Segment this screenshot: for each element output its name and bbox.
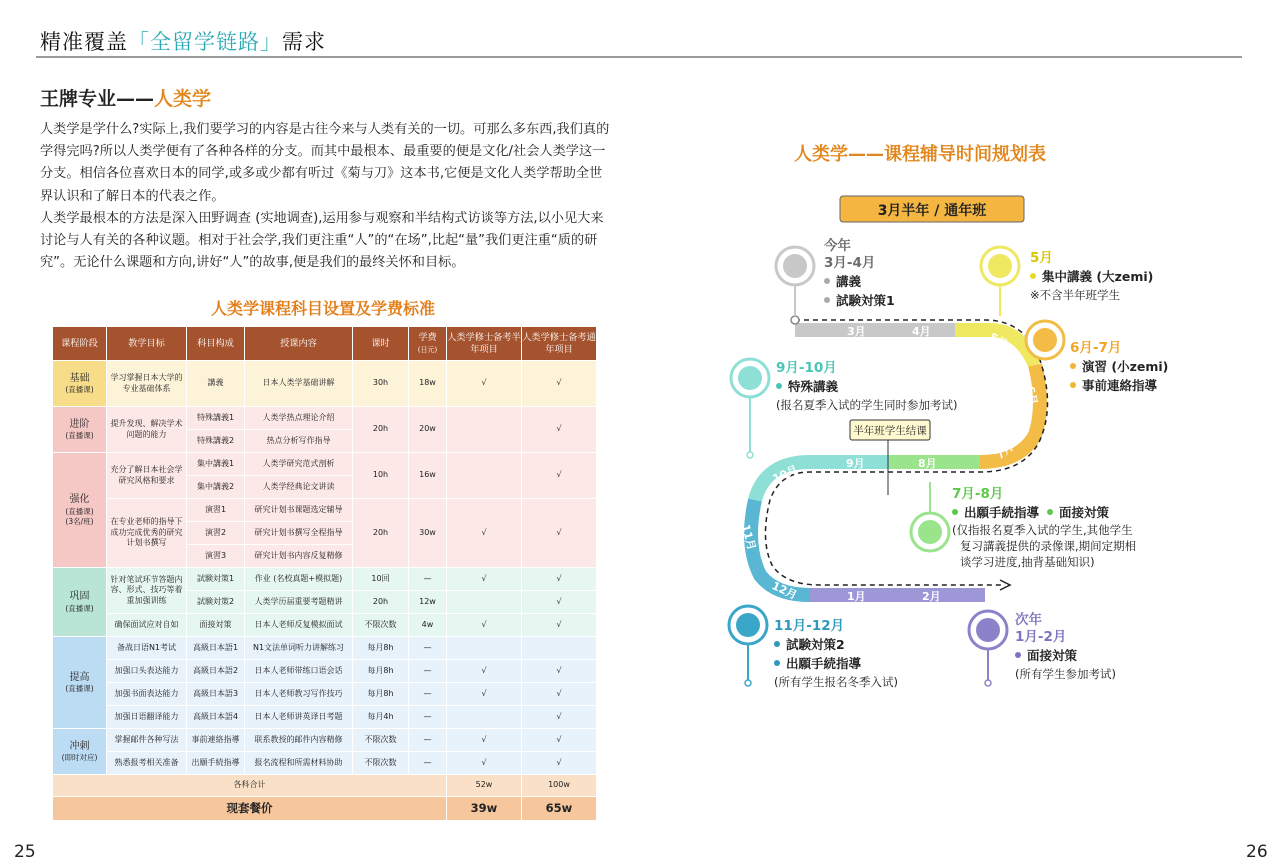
section-title: 王牌专业——人类学 xyxy=(40,88,212,110)
hours-cell: 不限次数 xyxy=(353,729,409,752)
milestone-sep-oct: 9月-10月 特殊講義 (报名夏季入试的学生同时参加考试) xyxy=(776,360,958,412)
page-number-left: 25 xyxy=(14,842,36,862)
pin-teal xyxy=(731,359,769,458)
table-row xyxy=(53,499,597,522)
sum-label: 各科合计 xyxy=(53,775,447,797)
goal-cell: 加强书面表达能力 xyxy=(107,683,187,706)
subject-cell: 高級日本語3 xyxy=(187,683,245,706)
subject-cell: 高級日本語2 xyxy=(187,660,245,683)
half-cell: √ xyxy=(447,729,522,752)
goal-cell: 提升发现、解决学术问题的能力 xyxy=(107,407,187,453)
full-cell: √ xyxy=(522,614,597,637)
pin-grey xyxy=(776,247,814,316)
month-dec: 12月 xyxy=(769,579,800,603)
stage-cell: 提高 (直播课) xyxy=(53,637,107,729)
timeline-start xyxy=(791,316,799,324)
hours-cell: 每月4h xyxy=(353,706,409,729)
table-row xyxy=(53,361,597,407)
header-hours: 课时 xyxy=(353,327,409,361)
hours-cell: 每月8h xyxy=(353,683,409,706)
header-goal: 教学目标 xyxy=(107,327,187,361)
table-header-row xyxy=(53,327,597,361)
full-cell: √ xyxy=(522,499,597,568)
month-apr: 4月 xyxy=(912,325,931,338)
goal-cell: 备战日语N1考试 xyxy=(107,637,187,660)
package-row xyxy=(53,797,597,821)
month-nov: 11月 xyxy=(738,522,759,552)
subject-cell: 講義 xyxy=(187,361,245,407)
content-cell: 人类学热点理论介绍 xyxy=(245,407,353,430)
month-jan: 1月 xyxy=(847,590,866,603)
goal-cell: 加强日语翻译能力 xyxy=(107,706,187,729)
table-row xyxy=(53,660,597,683)
stage-cell: 巩固 (直播课) xyxy=(53,568,107,637)
stage-cell: 进阶 (直播课) xyxy=(53,407,107,453)
fee-cell: 18w xyxy=(409,361,447,407)
fee-cell: — xyxy=(409,568,447,591)
hours-cell: 每月8h xyxy=(353,637,409,660)
content-cell: 人类学经典论文讲读 xyxy=(245,476,353,499)
goal-cell: 加强口头表达能力 xyxy=(107,660,187,683)
half-cell xyxy=(447,453,522,499)
milestone-may: 5月 集中講義 (大zemi) ※不含半年班学生 xyxy=(1030,250,1154,302)
subject-cell: 出願手続指導 xyxy=(187,752,245,775)
header-title: 精准覆盖「全留学链路」需求 xyxy=(40,30,326,54)
full-cell: √ xyxy=(522,706,597,729)
content-cell: 研究计划书课题选定辅导 xyxy=(245,499,353,522)
header-subject: 科目构成 xyxy=(187,327,245,361)
content-cell: 日本人老师讲英译日考题 xyxy=(245,706,353,729)
header-half: 人类学修士备考半年项目 xyxy=(447,327,522,361)
content-cell: 人类学历届重要考题精讲 xyxy=(245,591,353,614)
half-cell: √ xyxy=(447,683,522,706)
half-cell: √ xyxy=(447,614,522,637)
subject-cell: 集中講義2 xyxy=(187,476,245,499)
subject-cell: 演習2 xyxy=(187,522,245,545)
content-cell: 热点分析写作指导 xyxy=(245,430,353,453)
course-table xyxy=(52,326,597,821)
table-row xyxy=(53,407,597,430)
content-cell: 日本人老师教习写作技巧 xyxy=(245,683,353,706)
fee-cell: 16w xyxy=(409,453,447,499)
subject-cell: 特殊講義2 xyxy=(187,430,245,453)
half-cell: √ xyxy=(447,568,522,591)
hours-cell: 不限次数 xyxy=(353,752,409,775)
fee-cell: — xyxy=(409,706,447,729)
fee-cell: — xyxy=(409,729,447,752)
goal-cell: 针对笔试环节答题内容、形式、技巧等着重加强训练 xyxy=(107,568,187,614)
pin-green xyxy=(911,482,949,551)
package-half: 39w xyxy=(447,797,522,821)
full-cell: √ xyxy=(522,683,597,706)
stage-cell: 冲刺 (即时对应) xyxy=(53,729,107,775)
table-row xyxy=(53,568,597,591)
goal-cell: 在专业老师的指导下成功完成优秀的研究计划书撰写 xyxy=(107,499,187,568)
full-cell: √ xyxy=(522,752,597,775)
full-cell: √ xyxy=(522,591,597,614)
table-title: 人类学课程科目设置及学费标准 xyxy=(210,299,435,318)
intro-text xyxy=(40,119,612,274)
fee-cell: 4w xyxy=(409,614,447,637)
subject-cell: 演習3 xyxy=(187,545,245,568)
timeline-title: 人类学——课程辅导时间规划表 xyxy=(794,144,1046,165)
fee-cell: — xyxy=(409,637,447,660)
content-cell: 研究计划书撰写全程指导 xyxy=(245,522,353,545)
stage-cell: 强化 (直播课) (3名/班) xyxy=(53,453,107,568)
sum-full: 100w xyxy=(522,775,597,797)
subject-cell: 高級日本語1 xyxy=(187,637,245,660)
intro-paragraph-1: 人类学是学什么?实际上,我们要学习的内容是古往今来与人类有关的一切。可那么多东西,我们真的学得完吗?所以人类学便有了各种各样的分支。而其中最根本、最重要的便是文化/社会人类学这一分支。相信各位喜欢日本的同学,或多或少都有听过《菊与刀》这本书,它便是文化人类学帮助全世界认识和了解日本的代表之作。 xyxy=(40,122,610,204)
header-stage: 课程阶段 xyxy=(53,327,107,361)
pin-orange xyxy=(1026,321,1064,359)
content-cell: 日本人老师反复模拟面试 xyxy=(245,614,353,637)
page-number-right: 26 xyxy=(1246,842,1268,862)
goal-cell: 学习掌握日本大学的专业基础体系 xyxy=(107,361,187,407)
stage-cell: 基础 (直播课) xyxy=(53,361,107,407)
sum-half: 52w xyxy=(447,775,522,797)
full-cell: √ xyxy=(522,729,597,752)
month-aug: 8月 xyxy=(918,457,937,470)
table-row xyxy=(53,453,597,476)
fee-cell: 20w xyxy=(409,407,447,453)
half-cell xyxy=(447,706,522,729)
fee-cell: — xyxy=(409,752,447,775)
milestone-next-year: 次年 1月-2月 面接対策 (所有学生参加考试) xyxy=(1015,612,1116,681)
hours-cell: 20h xyxy=(353,591,409,614)
header-fee: 学费 (日元) xyxy=(409,327,447,361)
content-cell: 报名流程和所需材料协助 xyxy=(245,752,353,775)
pin-yellow xyxy=(981,247,1019,316)
hours-cell: 10回 xyxy=(353,568,409,591)
half-cell: √ xyxy=(447,660,522,683)
subject-cell: 演習1 xyxy=(187,499,245,522)
table-row xyxy=(53,637,597,660)
content-cell: 日本人类学基础讲解 xyxy=(245,361,353,407)
milestone-this-year: 今年 3月-4月 講義 試験対策1 xyxy=(824,238,895,308)
goal-cell: 熟悉报考相关准备 xyxy=(107,752,187,775)
milestone-nov-dec: 11月-12月 試験対策2 出願手続指導 (所有学生报名冬季入试) xyxy=(774,618,898,689)
full-cell: √ xyxy=(522,361,597,407)
month-jun: 6月 xyxy=(1023,385,1040,406)
table-row xyxy=(53,683,597,706)
full-cell xyxy=(522,637,597,660)
table-row xyxy=(53,752,597,775)
subject-cell: 面接対策 xyxy=(187,614,245,637)
subject-cell: 試験対策1 xyxy=(187,568,245,591)
month-oct: 10月 xyxy=(770,462,800,486)
badge-label: 3月半年 / 通年班 xyxy=(877,203,987,219)
half-cell: √ xyxy=(447,499,522,568)
half-cell: √ xyxy=(447,361,522,407)
full-cell: √ xyxy=(522,407,597,453)
half-cell xyxy=(447,637,522,660)
month-feb: 2月 xyxy=(922,590,941,603)
table-row xyxy=(53,729,597,752)
content-cell: 联系教授的邮件内容精修 xyxy=(245,729,353,752)
subject-cell: 事前連絡指導 xyxy=(187,729,245,752)
content-cell: 日本人老师带练口语会话 xyxy=(245,660,353,683)
hours-cell: 每月8h xyxy=(353,660,409,683)
full-cell: √ xyxy=(522,568,597,591)
hours-cell: 30h xyxy=(353,361,409,407)
content-cell: 研究计划书内容反复精修 xyxy=(245,545,353,568)
milestone-jun-jul: 6月-7月 演習 (小zemi) 事前連絡指導 xyxy=(1070,340,1169,393)
fee-cell: — xyxy=(409,683,447,706)
milestone-jul-aug: 7月-8月 出願手続指導 面接対策 (仅指报名夏季入试的学生,其他学生 复习講義提供的录像课,期间定期相 谈学习进度,抽背基础知识) xyxy=(952,486,1137,569)
subject-cell: 特殊講義1 xyxy=(187,407,245,430)
full-cell: √ xyxy=(522,453,597,499)
half-cell xyxy=(447,591,522,614)
hours-cell: 10h xyxy=(353,453,409,499)
package-full: 65w xyxy=(522,797,597,821)
header-divider xyxy=(36,56,1242,58)
month-sep: 9月 xyxy=(846,457,865,470)
content-cell: 人类学研究范式剖析 xyxy=(245,453,353,476)
header-full: 人类学修士备考通年项目 xyxy=(522,327,597,361)
fee-cell: 12w xyxy=(409,591,447,614)
month-mar: 3月 xyxy=(847,325,866,338)
half-cell: √ xyxy=(447,752,522,775)
goal-cell: 充分了解日本社会学研究风格和要求 xyxy=(107,453,187,499)
month-may: 5月 xyxy=(987,330,1010,351)
subject-cell: 集中講義1 xyxy=(187,453,245,476)
half-end-label: 半年班学生结课 xyxy=(853,425,927,437)
hours-cell: 20h xyxy=(353,499,409,568)
full-cell: √ xyxy=(522,660,597,683)
intro-paragraph-2: 人类学最根本的方法是深入田野调查 (实地调查),运用参与观察和半结构式访谈等方法,以小见大来讨论与人有关的各种议题。相对于社会学,我们更注重“人”的“在场”,比起“量”我们更注重“质的研究”。无论什么课题和方向,讲好“人”的故事,便是我们的最终关怀和目标。 xyxy=(40,210,604,271)
pin-blue xyxy=(729,606,767,686)
package-label: 现套餐价 xyxy=(53,797,447,821)
pin-purple xyxy=(969,611,1007,686)
sum-row xyxy=(53,775,597,797)
subject-cell: 高級日本語4 xyxy=(187,706,245,729)
fee-cell: 30w xyxy=(409,499,447,568)
table-row xyxy=(53,706,597,729)
content-cell: N1文法单词听力讲解练习 xyxy=(245,637,353,660)
hours-cell: 20h xyxy=(353,407,409,453)
table-row xyxy=(53,614,597,637)
goal-cell: 确保面试应对自如 xyxy=(107,614,187,637)
goal-cell: 掌握邮件各种写法 xyxy=(107,729,187,752)
arrow-head xyxy=(1000,580,1010,590)
subject-cell: 試験対策2 xyxy=(187,591,245,614)
hours-cell: 不限次数 xyxy=(353,614,409,637)
fee-cell: — xyxy=(409,660,447,683)
content-cell: 作业 (名校真题+模拟题) xyxy=(245,568,353,591)
month-jul: 7月 xyxy=(993,440,1017,463)
half-cell xyxy=(447,407,522,453)
header-content: 授课内容 xyxy=(245,327,353,361)
